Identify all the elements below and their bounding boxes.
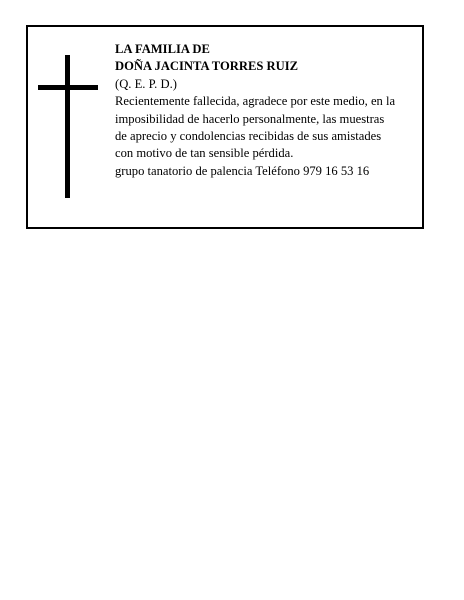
cross-icon-vertical-bar	[65, 55, 70, 198]
qepd-line: (Q. E. P. D.)	[115, 76, 177, 91]
body-line: de aprecio y condolencias recibidas de sus amistades	[115, 129, 382, 144]
body-line: con motivo de tan sensible pérdida.	[115, 146, 294, 161]
funeral-home-contact: grupo tanatorio de palencia Teléfono 979 16 53 16	[115, 163, 370, 178]
body-line: imposibilidad de hacerlo personalmente, las muestras	[115, 111, 385, 126]
cross-icon-horizontal-bar	[38, 85, 98, 90]
family-heading: LA FAMILIA DE	[115, 42, 210, 56]
deceased-name: DOÑA JACINTA TORRES RUIZ	[115, 59, 299, 74]
notice-text	[115, 41, 421, 180]
obituary-notice	[26, 25, 424, 229]
body-line: Recientemente fallecida, agradece por este medio, en la	[115, 94, 396, 109]
